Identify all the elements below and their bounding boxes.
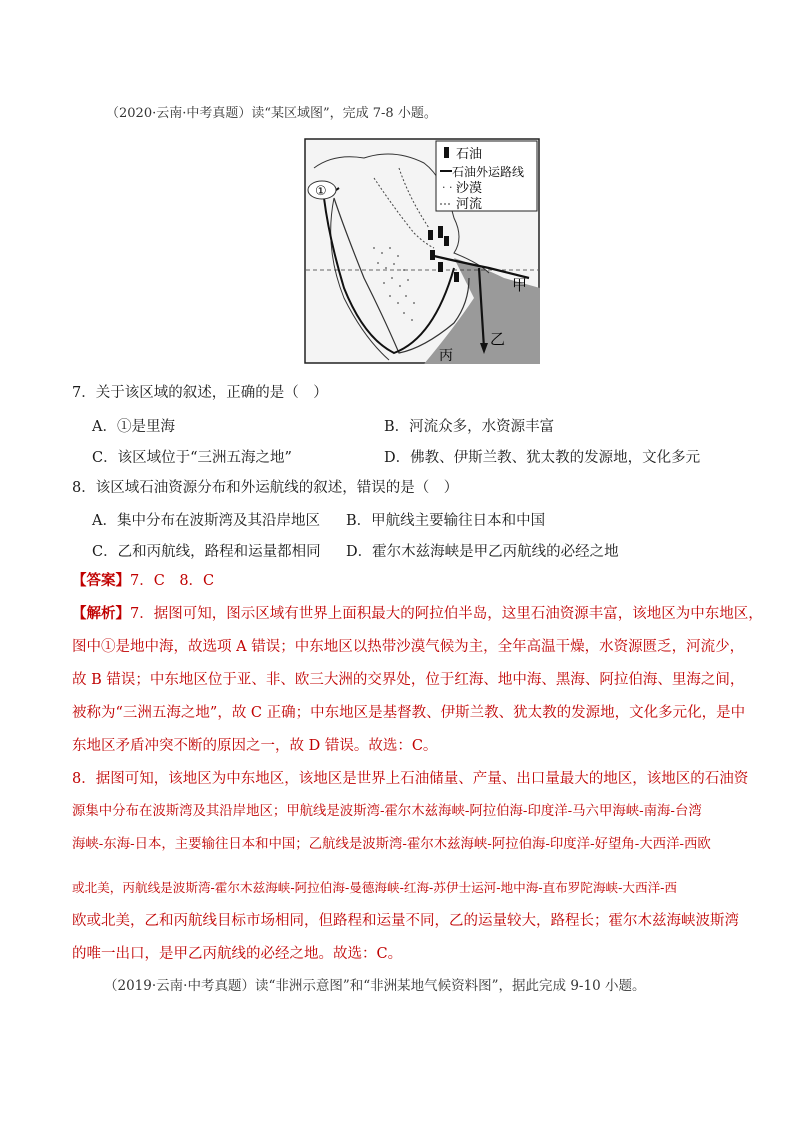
analysis-line-6: 8．据图可知，该地区为中东地区，该地区是世界上石油储量、产量、出口量最大的地区，该地区的石油资	[72, 771, 749, 787]
answer-text: 7．C 8．C	[130, 573, 215, 589]
q8-option-b: B．甲航线主要输往日本和中国	[346, 513, 546, 529]
region-map	[304, 138, 540, 364]
intro-2020: （2020·云南·中考真题）读“某区域图”，完成 7-8 小题。	[106, 106, 437, 121]
map-legend	[436, 141, 537, 212]
q7-option-d: D．佛教、伊斯兰教、犹太教的发源地，文化多元	[384, 450, 701, 466]
q8-stem: 8．该区域石油资源分布和外运航线的叙述，错误的是（ ）	[72, 480, 459, 496]
answer-tag: 【答案】	[72, 572, 130, 589]
svg-text:· · ·: · · ·	[442, 181, 460, 194]
q7-option-c: C．该区域位于“三洲五海之地”	[92, 450, 292, 466]
q8-option-c: C．乙和丙航线，路程和运量都相同	[92, 544, 321, 560]
analysis-line-3: 故 B 错误；中东地区位于亚、非、欧三大洲的交界处，位于红海、地中海、黑海、阿拉伯海、里海之间，	[72, 672, 745, 688]
q8-option-a: A．集中分布在波斯湾及其沿岸地区	[92, 513, 320, 529]
analysis-line-5: 东地区矛盾冲突不断的原因之一，故 D 错误。故选：C。	[72, 738, 438, 754]
label-bing: 丙	[439, 348, 453, 364]
analysis-line-4: 被称为“三洲五海之地”，故 C 正确；中东地区是基督教、伊斯兰教、犹太教的发源地，文化多元化，是中	[72, 705, 746, 721]
analysis-tag: 【解析】	[72, 605, 130, 622]
answer-line	[72, 571, 214, 591]
analysis-line-1	[72, 604, 763, 624]
q7-option-b: B．河流众多，水资源丰富	[384, 419, 555, 435]
analysis-line-11: 的唯一出口，是甲乙丙航线的必经之地。故选：C。	[72, 946, 403, 962]
svg-text:沙漠: 沙漠	[456, 181, 483, 196]
q7-option-a: A．①是里海	[92, 419, 175, 435]
q8-option-d: D．霍尔木兹海峡是甲乙丙航线的必经之地	[346, 544, 619, 560]
analysis-line-7: 源集中分布在波斯湾及其沿岸地区；甲航线是波斯湾-霍尔木兹海峡-阿拉伯海-印度洋-马六甲海峡-南海-台湾	[72, 804, 702, 819]
label-1: ①	[315, 184, 327, 199]
analysis-line-9: 或北美，丙航线是波斯湾-霍尔木兹海峡-阿拉伯海-曼德海峡-红海-苏伊士运河-地中海-直布罗陀海峡-大西洋-西	[72, 880, 678, 895]
analysis-line-10: 欧或北美，乙和丙航线目标市场相同，但路程和运量不同，乙的运量较大，路程长；霍尔木兹海峡波斯湾	[72, 913, 739, 929]
svg-text:河流: 河流	[456, 197, 483, 212]
svg-text:石油: 石油	[456, 147, 483, 162]
analysis-line-8: 海峡-东海-日本，主要输往日本和中国；乙航线是波斯湾-霍尔木兹海峡-阿拉伯海-印度洋-好望角-大西洋-西欧	[72, 837, 711, 852]
q7-stem: 7．关于该区域的叙述，正确的是（ ）	[72, 385, 328, 401]
svg-text:石油外运路线: 石油外运路线	[452, 165, 525, 179]
label-yi: 乙	[490, 330, 506, 348]
intro-2019: （2019·云南·中考真题）读“非洲示意图”和“非洲某地气候资料图”，据此完成 9-10 小题。	[104, 978, 646, 994]
analysis-text-1: 7．据图可知，图示区域有世界上面积最大的阿拉伯半岛，这里石油资源丰富，该地区为中东地区，	[130, 606, 763, 622]
analysis-line-2: 图中①是地中海，故选项 A 错误；中东地区以热带沙漠气候为主，全年高温干燥，水资源匮乏，河流少，	[72, 639, 745, 655]
label-jia: 甲	[512, 276, 528, 294]
